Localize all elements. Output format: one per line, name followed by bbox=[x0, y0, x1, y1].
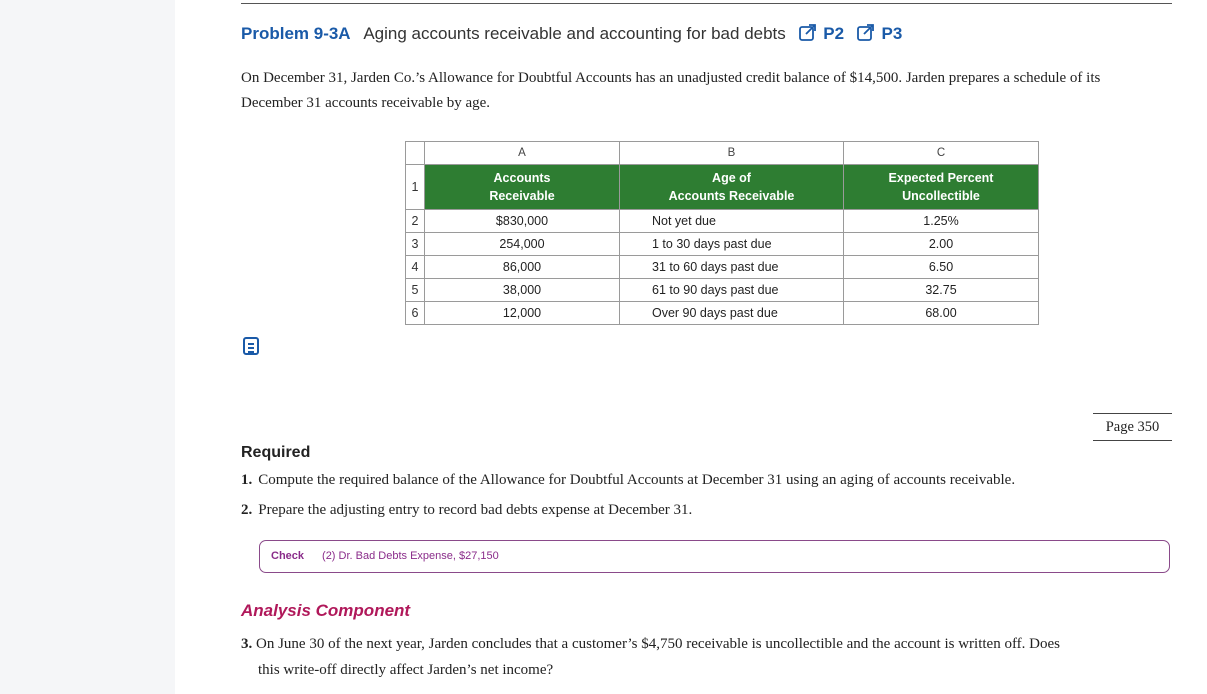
age-cell: 1 to 30 days past due bbox=[620, 233, 844, 256]
header-age: Age of Accounts Receivable bbox=[620, 165, 844, 210]
question-line-2: this write-off directly affect Jarden’s net income? bbox=[258, 662, 554, 678]
aging-schedule-table bbox=[405, 141, 1039, 325]
left-sidebar bbox=[0, 0, 175, 694]
external-link-icon[interactable] bbox=[857, 24, 875, 46]
notes-icon[interactable] bbox=[243, 337, 259, 355]
required-heading: Required bbox=[241, 444, 311, 461]
row-number: 3 bbox=[406, 233, 425, 256]
corner-cell bbox=[406, 142, 425, 165]
table-row bbox=[406, 302, 1039, 325]
required-item bbox=[241, 472, 1015, 489]
receivable-cell: 86,000 bbox=[425, 256, 620, 279]
problem-title bbox=[241, 24, 902, 46]
required-item bbox=[241, 502, 692, 519]
age-cell: 31 to 60 days past due bbox=[620, 256, 844, 279]
problem-heading: Aging accounts receivable and accounting for bad debts bbox=[363, 24, 786, 43]
learning-objective-p3[interactable]: P3 bbox=[881, 24, 903, 43]
check-label: Check bbox=[271, 550, 305, 562]
item-number: 2. bbox=[241, 502, 253, 518]
header-expected-percent: Expected Percent Uncollectible bbox=[844, 165, 1039, 210]
item-text: Compute the required balance of the Allowance for Doubtful Accounts at December 31 using an aging of accounts receivable. bbox=[258, 472, 1016, 488]
external-link-icon[interactable] bbox=[799, 24, 817, 46]
table-row bbox=[406, 256, 1039, 279]
age-cell: Not yet due bbox=[620, 210, 844, 233]
row-number: 5 bbox=[406, 279, 425, 302]
row-number: 2 bbox=[406, 210, 425, 233]
table-row bbox=[406, 279, 1039, 302]
percent-cell: 1.25% bbox=[844, 210, 1039, 233]
table-row bbox=[406, 210, 1039, 233]
row-number: 1 bbox=[406, 165, 425, 210]
header-accounts-receivable: Accounts Receivable bbox=[425, 165, 620, 210]
problem-number: Problem 9-3A bbox=[241, 24, 351, 43]
analysis-heading: Analysis Component bbox=[241, 601, 411, 620]
check-text: (2) Dr. Bad Debts Expense, $27,150 bbox=[322, 550, 499, 562]
percent-cell: 2.00 bbox=[844, 233, 1039, 256]
top-divider bbox=[241, 3, 1172, 4]
item-number: 3. bbox=[241, 636, 253, 652]
age-cell: Over 90 days past due bbox=[620, 302, 844, 325]
question-line-1: On June 30 of the next year, Jarden concludes that a customer’s $4,750 receivable is uncollectible and the account is written off. Does bbox=[256, 636, 1061, 652]
column-letter: B bbox=[620, 142, 844, 165]
age-cell: 61 to 90 days past due bbox=[620, 279, 844, 302]
intro-paragraph: On December 31, Jarden Co.’s Allowance for Doubtful Accounts has an unadjusted credit balance of $14,500. Jarden prepares a schedule of its December 31 accounts receivable by age. bbox=[241, 70, 1101, 111]
learning-objective-p2[interactable]: P2 bbox=[823, 24, 845, 43]
item-number: 1. bbox=[241, 472, 253, 488]
page-number: Page 350 bbox=[1093, 413, 1172, 441]
check-box bbox=[259, 540, 1170, 573]
table-row bbox=[406, 233, 1039, 256]
receivable-cell: 254,000 bbox=[425, 233, 620, 256]
header-row bbox=[406, 165, 1039, 210]
receivable-cell: 38,000 bbox=[425, 279, 620, 302]
percent-cell: 32.75 bbox=[844, 279, 1039, 302]
percent-cell: 68.00 bbox=[844, 302, 1039, 325]
column-letter: A bbox=[425, 142, 620, 165]
column-letter: C bbox=[844, 142, 1039, 165]
receivable-cell: $830,000 bbox=[425, 210, 620, 233]
analysis-question bbox=[241, 631, 1176, 683]
column-letter-row bbox=[406, 142, 1039, 165]
percent-cell: 6.50 bbox=[844, 256, 1039, 279]
item-text: Prepare the adjusting entry to record bad debts expense at December 31. bbox=[258, 502, 693, 518]
row-number: 6 bbox=[406, 302, 425, 325]
receivable-cell: 12,000 bbox=[425, 302, 620, 325]
row-number: 4 bbox=[406, 256, 425, 279]
